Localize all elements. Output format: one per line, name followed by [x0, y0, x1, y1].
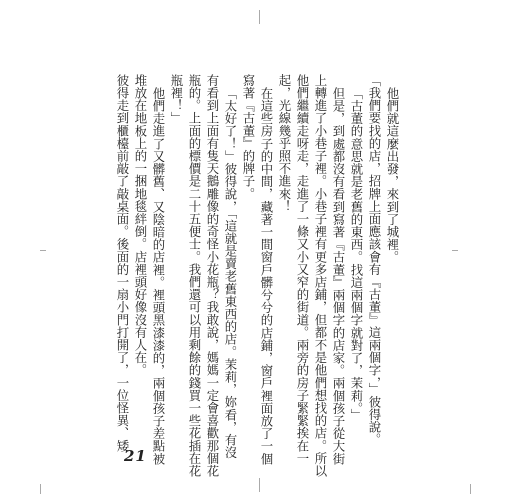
text-column: 「我們要找的店，招牌上面應該會有『古董』這兩個字，」彼得說。: [367, 74, 382, 446]
text-column: 堆放在地板上的一捆地毯絆倒。店裡頭好像沒有人在。: [133, 74, 148, 377]
text-column: 起，光線幾乎照不進來！: [277, 74, 292, 213]
crop-mark-right-edge: [452, 250, 458, 251]
text-column: 他們走進了又髒舊、又陰暗的店裡。裡頭黑漆漆的，兩個孩子差點被: [151, 87, 166, 465]
text-column: 彼得走到櫃檯前敲了敲桌面。後面的一扇小門打開了，一位怪異、矮: [115, 74, 130, 452]
crop-mark-left-edge: [40, 250, 46, 251]
text-column: 他們繼續走呀走，走進了一條又小又窄的街道。兩旁的房子緊緊挨在一: [295, 74, 310, 465]
text-column: 上轉進了小巷子裡。小巷子裡有更多店鋪，但都不是他們想找的店。所以: [313, 74, 328, 478]
text-column: 瓶裡！」: [169, 74, 184, 125]
text-column: 瓶的。上面的標價是二十五便士。我們還可以用剩餘的錢買一些花插在花: [187, 74, 202, 478]
crop-mark-bottom-right: [470, 484, 471, 494]
text-column: 他們就這麼出發，來到了城裡。: [385, 87, 400, 264]
crop-mark-top-center: [259, 10, 260, 24]
crop-mark-bottom-center: [259, 478, 260, 492]
text-column: 但是，到處都沒有看到寫著『古董』兩個字的店家。兩個孩子從大街: [331, 87, 346, 465]
page-number: 21: [124, 447, 147, 465]
text-column: 有看到上面有隻天鵝雕像的奇怪小花瓶？我敢說，媽媽一定會喜歡那個花: [205, 74, 220, 478]
text-column: 寫著『古董』的牌子。: [241, 74, 256, 200]
text-column: 「古董的意思就是老舊的東西。找這兩個字就對了，茉莉。」: [349, 87, 364, 421]
text-column: 「太好了！」彼得說，「這就是賣老舊東西的店。茉莉，妳看，有沒: [223, 87, 238, 459]
text-column: 在這些房子的中間，藏著一間窗戶髒兮兮的店鋪，窗戶裡面放了一個: [259, 87, 274, 465]
crop-mark-bottom-left: [40, 484, 41, 494]
